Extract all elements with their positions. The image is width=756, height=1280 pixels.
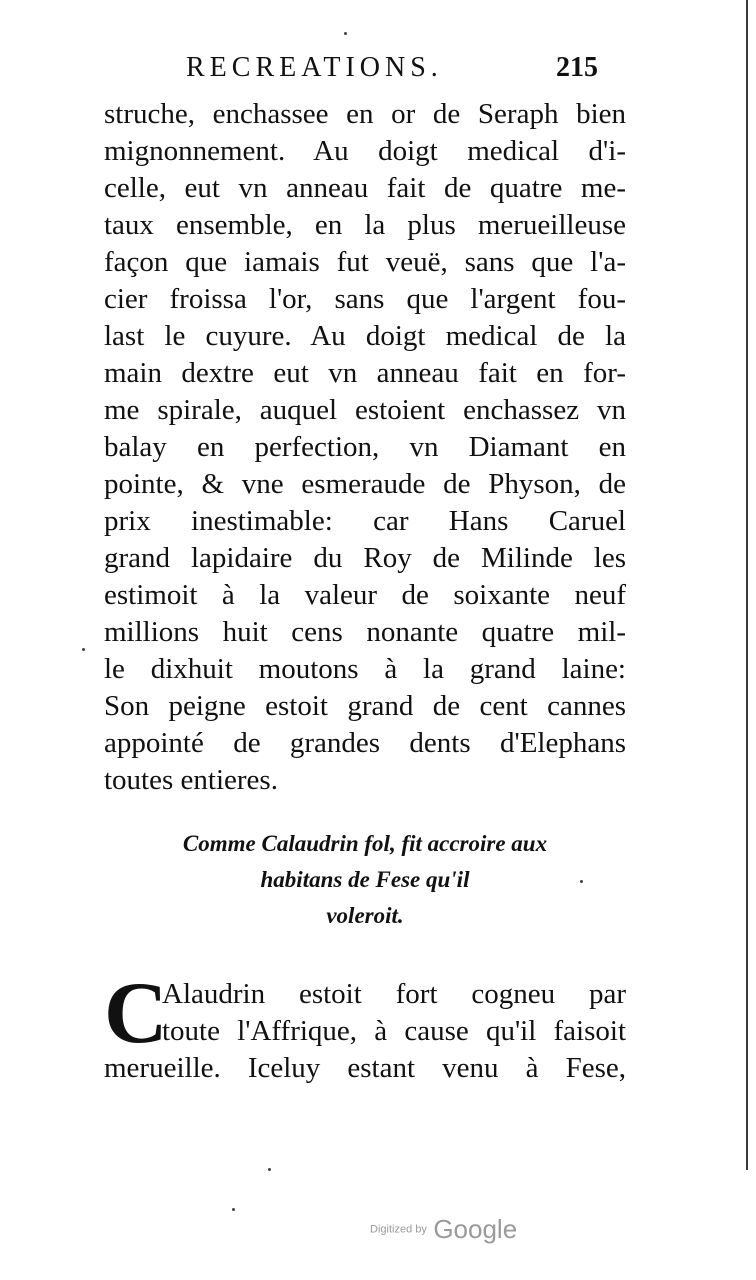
text-line: last le cuyure. Au doigt medical de la [104, 320, 626, 352]
text-line: millions huit cens nonante quatre mil- [104, 616, 626, 648]
text-line: toutes entieres. [104, 764, 278, 796]
text-line: me spirale, auquel estoient enchassez vn [104, 394, 626, 426]
digitization-watermark [370, 1214, 530, 1245]
text-line: le dixhuit moutons à la grand laine: [104, 653, 626, 685]
running-head [186, 52, 626, 84]
text-line: celle, eut vn anneau fait de quatre me- [104, 172, 626, 204]
drop-cap: C [104, 965, 168, 1062]
chapter-heading [104, 826, 626, 934]
heading-line: voleroit. [326, 903, 404, 928]
text-line: pointe, & vne esmeraude de Physon, de [104, 468, 626, 500]
text-line: estimoit à la valeur de soixante neuf [104, 579, 626, 611]
text-line: mignonnement. Au doigt medical d'i- [104, 135, 626, 167]
text-line: main dextre eut vn anneau fait en for- [104, 357, 626, 389]
text-line: Son peigne estoit grand de cent cannes [104, 690, 626, 722]
watermark-prefix: Digitized by [370, 1223, 427, 1236]
text-line: struche, enchassee en or de Seraph bien [104, 98, 626, 130]
paragraph-2 [104, 965, 626, 1087]
paragraph-1 [104, 96, 626, 799]
text-line: balay en perfection, vn Diamant en [104, 431, 626, 463]
text-line: merueille. Iceluy estant venu à Fese, [104, 1052, 626, 1084]
text-line: prix inestimable: car Hans Caruel [104, 505, 626, 537]
ink-speck [268, 1168, 271, 1171]
ink-speck [82, 648, 85, 651]
page-number: 215 [556, 52, 598, 83]
ink-speck [232, 1208, 235, 1211]
page-edge-shadow [746, 0, 748, 1170]
heading-line: Comme Calaudrin fol, fit accroire aux [182, 831, 548, 856]
running-head-title: RECREATIONS. [186, 52, 443, 83]
text-line: grand lapidaire du Roy de Milinde les [104, 542, 626, 574]
text-line: toute l'Affrique, à cause qu'il faisoit [162, 1015, 626, 1047]
text-line: façon que iamais fut veuë, sans que l'a- [104, 246, 626, 278]
text-line: cier froissa l'or, sans que l'argent fou- [104, 283, 626, 315]
text-line: taux ensemble, en la plus merueilleuse [104, 209, 626, 241]
ink-speck [344, 32, 347, 35]
text-line: Alaudrin estoit fort cogneu par [162, 978, 626, 1010]
heading-line: habitans de Fese qu'il [260, 867, 470, 892]
text-line: appointé de grandes dents d'Elephans [104, 727, 626, 759]
google-logo: Google [433, 1214, 518, 1244]
ink-speck [580, 880, 583, 883]
